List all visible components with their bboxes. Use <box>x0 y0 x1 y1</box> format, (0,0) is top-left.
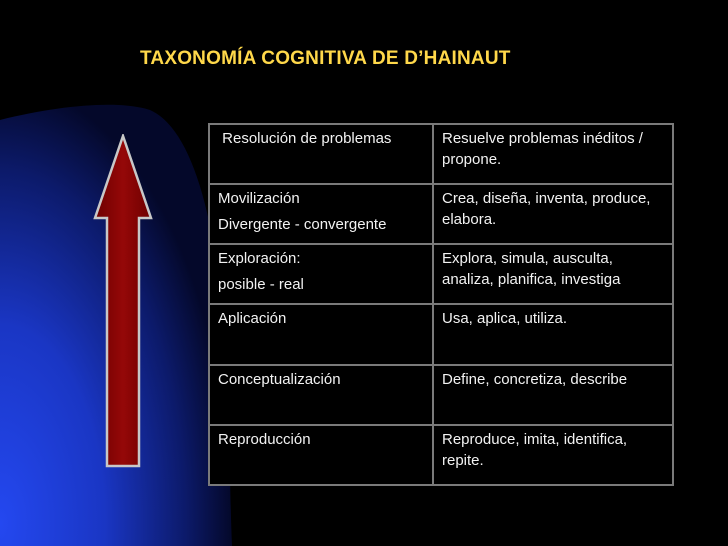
level-label: Exploración: <box>218 250 301 268</box>
table-row <box>209 184 673 244</box>
level-cell <box>209 304 433 364</box>
level-label: Conceptualización <box>218 370 341 388</box>
level-label: Movilización <box>218 190 300 208</box>
level-cell <box>209 124 433 184</box>
slide-title: TAXONOMÍA COGNITIVA DE D’HAINAUT <box>140 48 511 69</box>
table-row <box>209 244 673 304</box>
level-cell <box>209 365 433 425</box>
description-cell: Explora, simula, ausculta, analiza, planifica, investiga <box>433 244 673 304</box>
level-sublabel: posible - real <box>218 276 304 294</box>
level-label: Resolución de problemas <box>218 130 392 147</box>
level-cell <box>209 184 433 244</box>
level-cell <box>209 244 433 304</box>
level-label: Reproducción <box>218 430 311 448</box>
taxonomy-table <box>208 123 674 486</box>
description-cell: Resuelve problemas inéditos / propone. <box>433 124 673 184</box>
description-cell: Reproduce, imita, identifica, repite. <box>433 425 673 485</box>
level-label: Aplicación <box>218 310 287 328</box>
description-cell: Crea, diseña, inventa, produce, elabora. <box>433 184 673 244</box>
level-sublabel: Divergente - convergente <box>218 216 387 234</box>
up-arrow-icon <box>92 134 154 470</box>
level-cell <box>209 425 433 485</box>
table-row <box>209 304 673 364</box>
description-cell: Define, concretiza, describe <box>433 365 673 425</box>
description-cell: Usa, aplica, utiliza. <box>433 304 673 364</box>
table-row <box>209 365 673 425</box>
table-row <box>209 425 673 485</box>
table-row <box>209 124 673 184</box>
